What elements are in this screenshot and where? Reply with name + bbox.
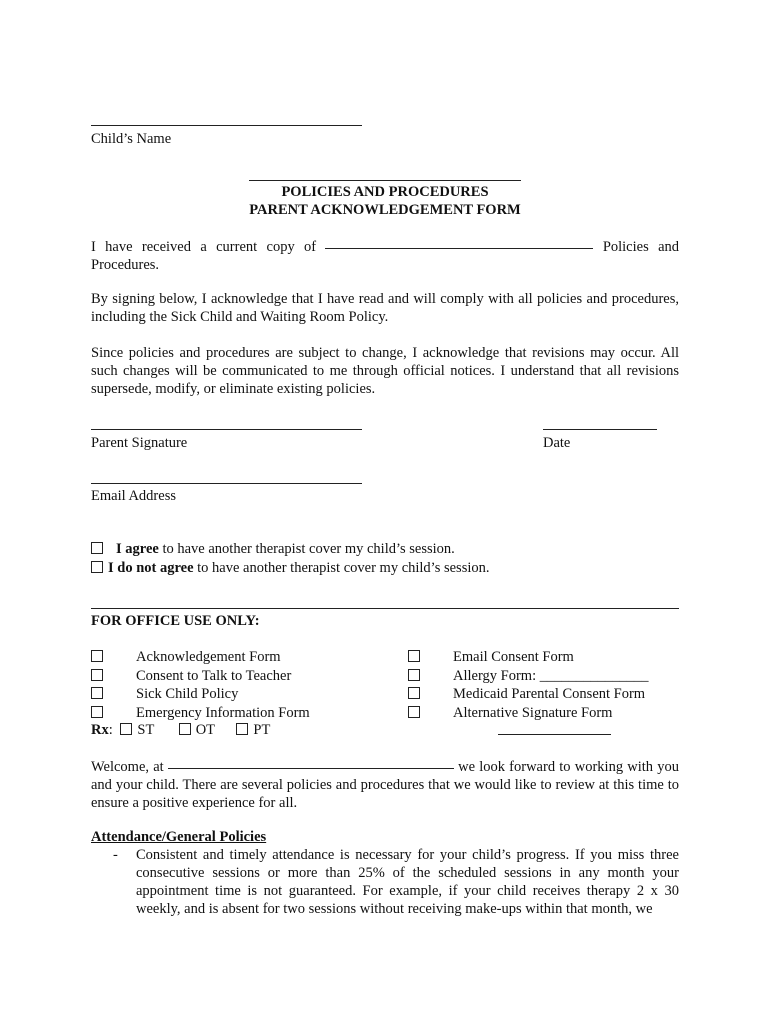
disagree-bold: I do not agree [108,560,194,576]
date-label: Date [543,435,571,451]
practice-name-blank[interactable] [168,757,454,769]
childs-name-line[interactable] [91,125,362,126]
office-item-label: Emergency Information Form [136,704,310,721]
received-paragraph [91,237,679,274]
welcome-paragraph [91,757,679,812]
welcome-text-before: Welcome, at [91,759,164,775]
office-item-label: Allergy Form: _______________ [453,667,649,684]
agree-option [91,540,455,558]
parent-signature-label: Parent Signature [91,435,188,451]
office-checkbox[interactable] [408,706,420,718]
office-right-list [408,648,678,722]
office-item-label: Consent to Talk to Teacher [136,667,292,684]
office-checkbox[interactable] [91,669,103,681]
attendance-bullet: - [113,847,118,863]
childs-name-label: Child’s Name [91,131,172,147]
office-item [91,704,391,723]
office-item [408,667,678,686]
signing-paragraph: By signing below, I acknowledge that I have read and will comply with all policies and procedures, including the Sick Child and Waiting Room Policy. [91,291,679,325]
attendance-text: Consistent and timely attendance is necessary for your child’s progress. If you miss three consecutive sessions or more than 25% of the scheduled sessions in any month your appointment time is not guaranteed. For example, if your child receives therapy 2 x 30 weekly, and is absent for two sessions without receiving make-ups within that month, we [136,847,679,917]
logo-line [249,180,521,181]
rx-pt-checkbox[interactable] [236,723,248,735]
office-use-heading: FOR OFFICE USE ONLY: [91,613,260,629]
received-text-before: I have received a current copy of [91,239,317,255]
office-item [408,704,678,723]
office-checkbox[interactable] [91,706,103,718]
office-checkbox[interactable] [91,650,103,662]
page-subtitle: PARENT ACKNOWLEDGEMENT FORM [249,202,521,218]
rx-st-checkbox[interactable] [120,723,132,735]
rx-st-label: ST [137,722,155,738]
welcome-text-after: we look forward to working with you and your child. There are several policies and procedures that we would like to review at this time to ensure a positive experience for all. [91,759,680,811]
changes-paragraph: Since policies and procedures are subject to change, I acknowledge that revisions may occur. All such changes will be communicated to me through official notices. I understand that all revisions supersede, modify, or eliminate existing policies. [91,345,679,397]
email-line[interactable] [91,483,362,484]
provider-name-blank[interactable] [325,237,593,249]
parent-signature-line[interactable] [91,429,362,430]
rx-blank-line[interactable] [498,734,611,735]
office-checkbox[interactable] [408,669,420,681]
rx-ot-label: OT [195,722,215,738]
received-text-after: Policies and Procedures. [91,239,680,273]
office-item-label: Acknowledgement Form [136,649,281,665]
office-item [91,685,391,704]
disagree-text: to have another therapist cover my child’s session. [193,560,490,576]
office-item-label: Email Consent Form [453,649,574,665]
disagree-checkbox[interactable] [91,561,103,573]
office-item [408,685,678,704]
office-item-label: Sick Child Policy [136,686,239,702]
date-line[interactable] [543,429,657,430]
agree-text: to have another therapist cover my child’s session. [158,541,455,557]
office-item [91,667,391,686]
rx-ot-checkbox[interactable] [179,723,191,735]
office-item [91,648,391,667]
rx-pt-label: PT [253,722,271,738]
office-item-label: Alternative Signature Form [453,704,613,721]
office-checkbox[interactable] [91,687,103,699]
agree-checkbox[interactable] [91,542,103,554]
office-checkbox[interactable] [408,687,420,699]
page-title: POLICIES AND PROCEDURES [281,184,489,200]
office-checkbox[interactable] [408,650,420,662]
office-divider [91,608,679,609]
agree-bold: I agree [116,541,159,557]
office-item-label: Medicaid Parental Consent Form [453,686,646,702]
rx-label: Rx [91,722,109,738]
attendance-heading: Attendance/General Policies [91,829,267,845]
office-item [408,648,678,667]
disagree-option [91,559,490,577]
office-left-list [91,648,391,722]
rx-row: Rx: ST OT PT [91,722,271,738]
email-label: Email Address [91,488,176,504]
